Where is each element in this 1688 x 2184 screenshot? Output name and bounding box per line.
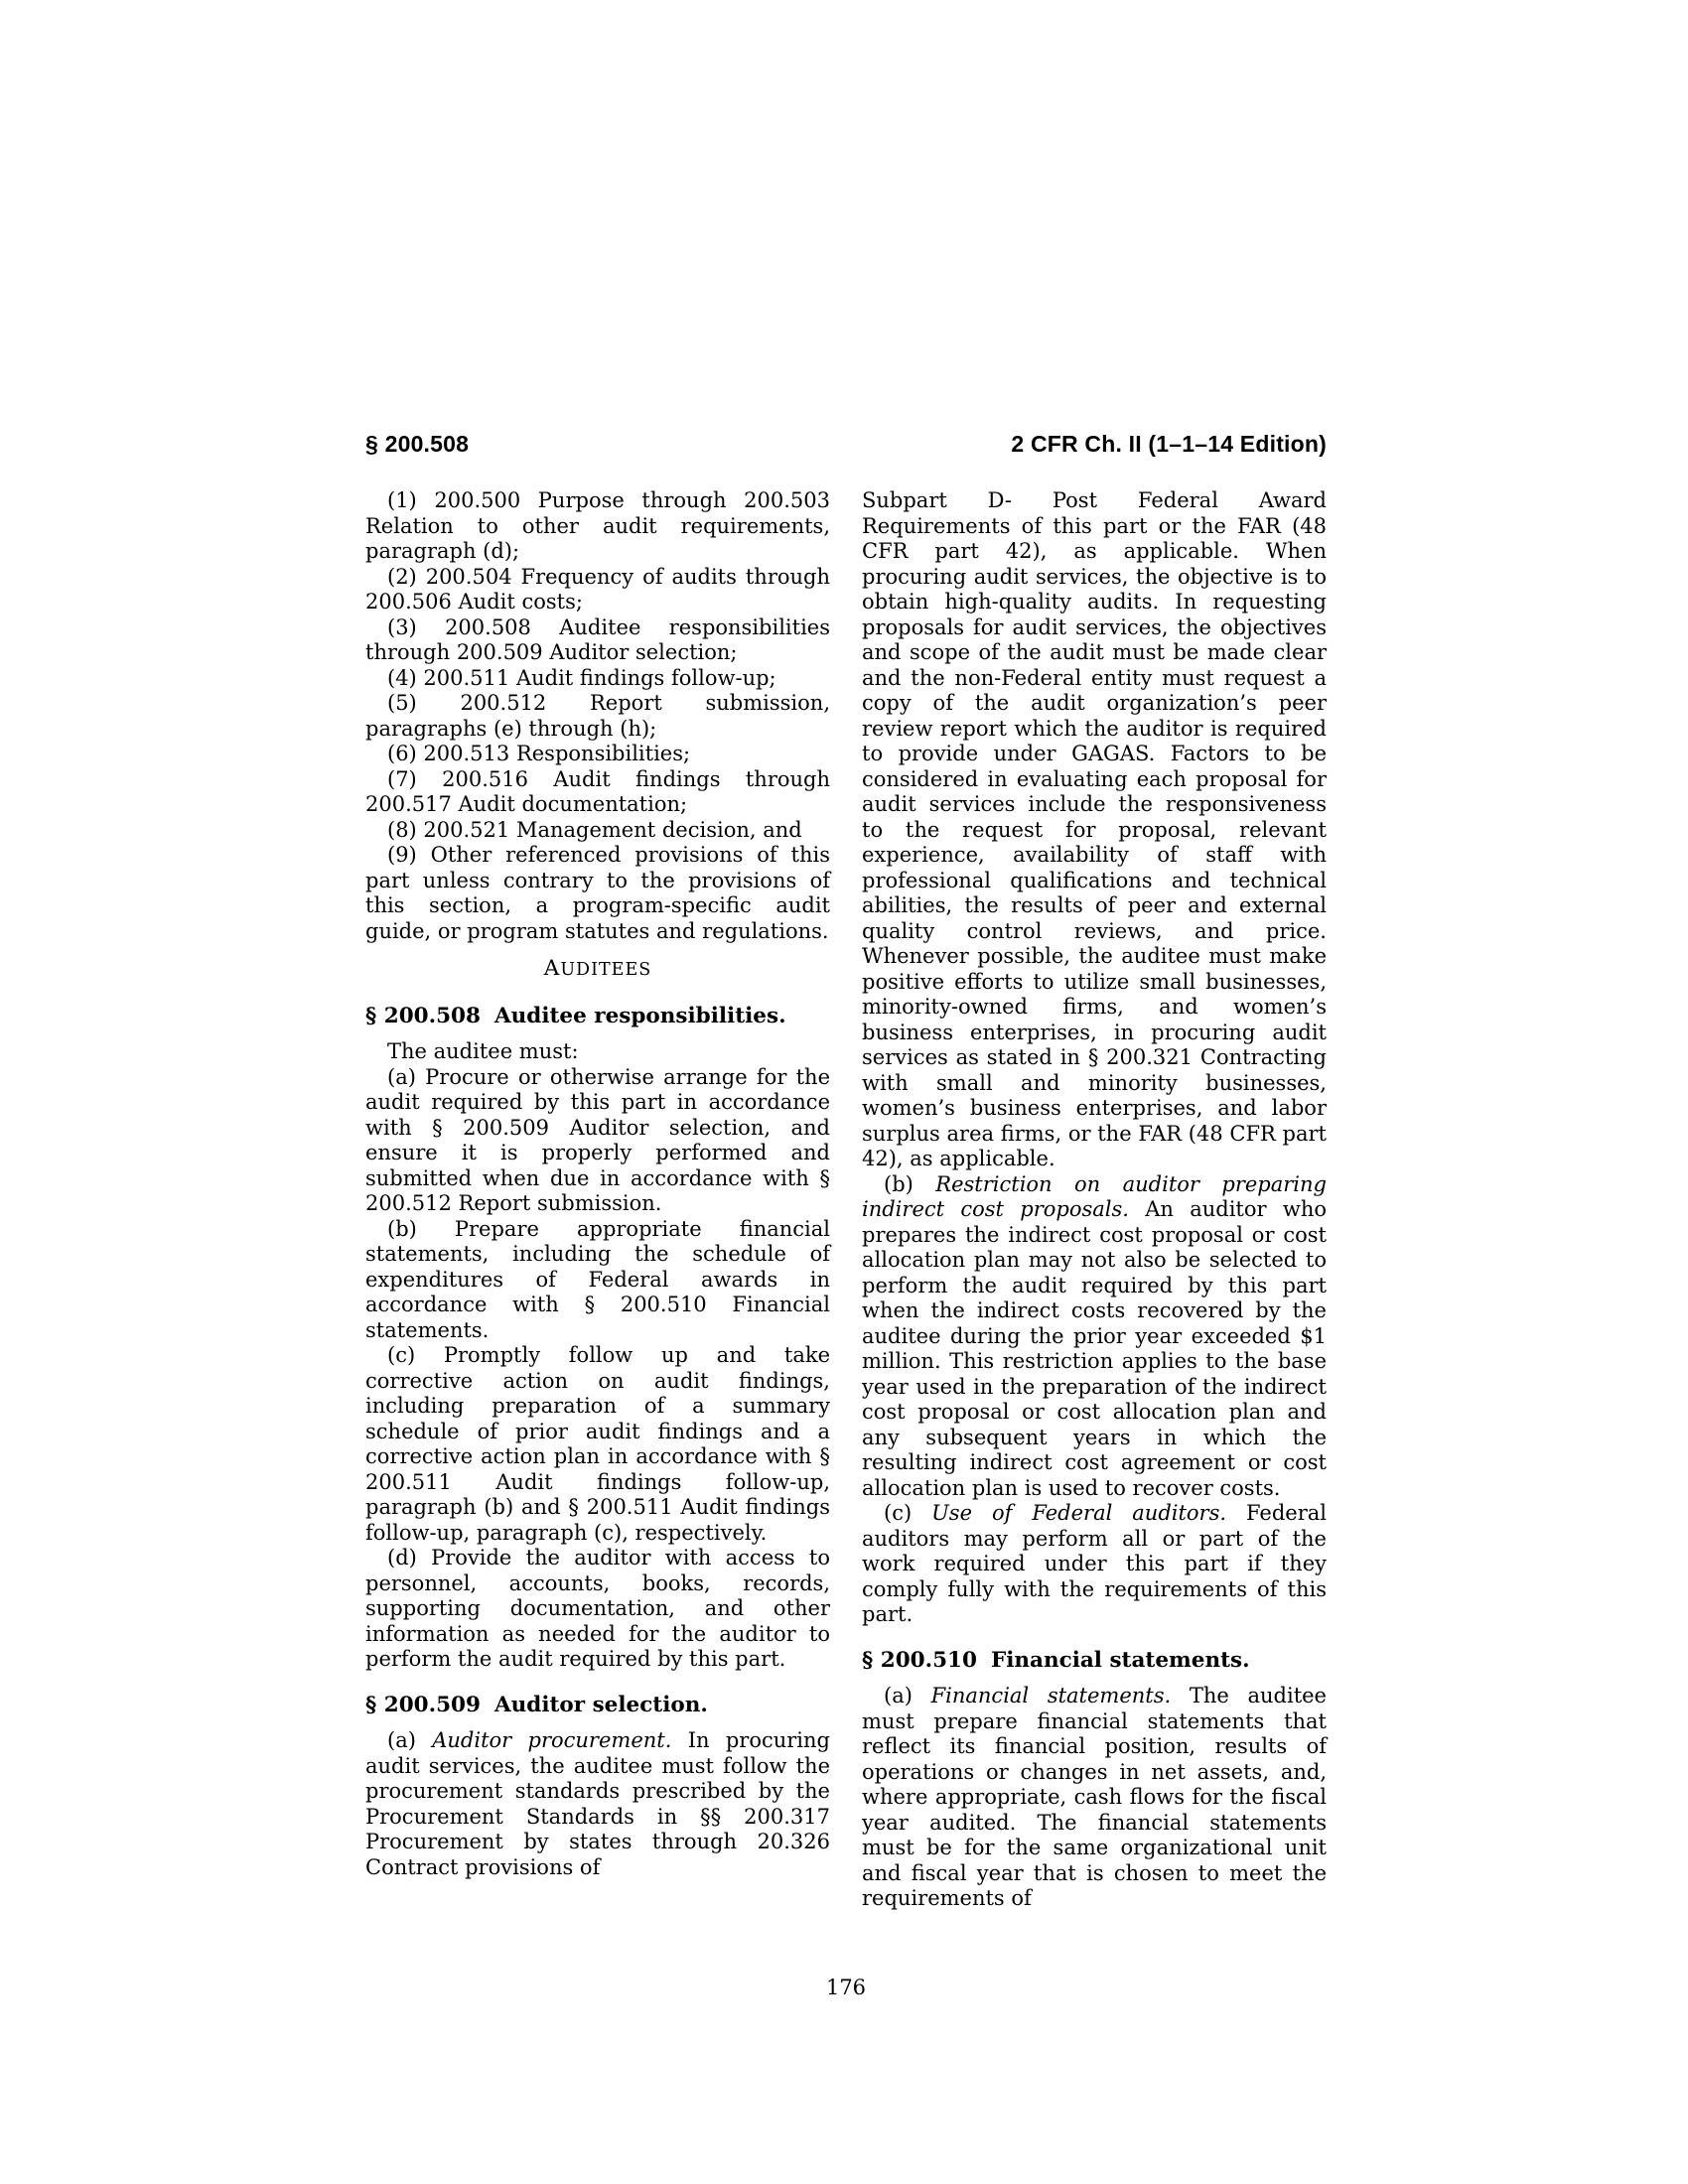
paragraph-label: (b)	[884, 1171, 936, 1196]
list-item: (5) 200.512 Report submission, paragraphs (e) through (h);	[365, 691, 830, 741]
list-item: (6) 200.513 Responsibilities;	[387, 742, 691, 765]
list-item: (7) 200.516 Audit findings through 200.517 Audit documentation;	[365, 766, 830, 816]
section-heading-200-509	[365, 1693, 830, 1718]
italic-lead-in: Restriction on auditor preparing indirect cost proposals.	[862, 1171, 1327, 1221]
list-item: (9) Other referenced provisions of this part unless contrary to the provisions of this section, a program-specific audit guide, or program statutes and regulations.	[365, 843, 830, 943]
list-item: (1) 200.500 Purpose through 200.503 Relation to other audit requirements, paragraph (d);	[365, 488, 830, 563]
continuation-paragraph: Subpart D- Post Federal Award Requirements of this part or the FAR (48 CFR part 42), as applicable. When procuring audit services, the objective is to obtain high-quality audits. In requesting proposals for audit services, the objectives and scope of the audit must be made clear and the non-Federal entity must request a copy of the audit organization’s peer review report which the auditor is required to provide under GAGAS. Factors to be considered in evaluating each proposal for audit services include the responsiveness to the request for proposal, relevant experience, availability of staff with professional qualifications and technical abilities, the results of peer and external quality control reviews, and price. Whenever possible, the auditee must make positive efforts to utilize small businesses, minority-owned firms, and women’s business enterprises, in procuring audit services as stated in § 200.321 Contracting with small and minority businesses, women’s business enterprises, and labor surplus area firms, or the FAR (48 CFR part 42), as applicable.	[862, 488, 1327, 1170]
page-number: 176	[825, 1976, 867, 1999]
paragraph-text: Federal auditors may perform all or part of the work required under this part if they comply fully with the requirements of this part.	[862, 1501, 1328, 1626]
list-item: (2) 200.504 Frequency of audits through 200.506 Audit costs;	[365, 564, 830, 614]
section-title: Financial statements.	[990, 1647, 1250, 1673]
paragraph-text: In procuring audit services, the auditee must follow the procurement standards prescribed by the Procurement Standards in §§ 200.317 Procurement by states through 20.326 Contract provisions of	[365, 1728, 830, 1879]
italic-lead-in: Auditor procurement.	[432, 1728, 672, 1752]
paragraph-label: (a)	[884, 1684, 931, 1707]
section-title: Auditee responsibilities.	[493, 1003, 786, 1028]
paragraph	[862, 1684, 1327, 1912]
section-title: Auditor selection.	[493, 1692, 708, 1717]
right-column	[862, 488, 1327, 1912]
running-header-edition: 2 CFR Ch. II (1–1–14 Edition)	[1011, 431, 1327, 457]
paragraph-text: The auditee must prepare financial statements that reflect its financial position, results of operations or changes in net assets, and, where appropriate, cash flows for the fiscal year audited. The financial statements must be for the same organizational unit and fiscal year that is chosen to meet the requirements of	[862, 1684, 1327, 1910]
running-header	[365, 431, 1327, 458]
paragraph-label: (c)	[884, 1501, 932, 1525]
paragraph	[862, 1501, 1327, 1628]
section-heading-200-508	[365, 1004, 830, 1029]
two-column-body	[365, 488, 1327, 1912]
section-heading-200-510	[862, 1648, 1327, 1674]
paragraph	[862, 1172, 1327, 1502]
paragraph: The auditee must:	[387, 1039, 579, 1063]
paragraph: (d) Provide the auditor with access to personnel, accounts, books, records, supporting documentation, and other information as needed for the auditor to perform the audit required by this part.	[365, 1546, 830, 1671]
running-header-section: § 200.508	[365, 431, 470, 457]
auditees-center-heading: AUDITEES	[543, 956, 652, 981]
paragraph: (b) Prepare appropriate financial statements, including the schedule of expenditures of Federal awards in accordance with § 200.510 Financial statements.	[365, 1216, 830, 1342]
italic-lead-in: Use of Federal auditors.	[931, 1501, 1227, 1525]
list-item: (8) 200.521 Management decision, and	[387, 817, 802, 842]
list-item: (3) 200.508 Auditee responsibilities through 200.509 Auditor selection;	[365, 614, 830, 664]
italic-lead-in: Financial statements.	[930, 1684, 1172, 1707]
section-number: § 200.508	[365, 1003, 481, 1028]
paragraph	[365, 1728, 830, 1880]
section-number: § 200.509	[365, 1692, 481, 1717]
paragraph-text: An auditor who prepares the indirect cost proposal or cost allocation plan may not also be selected to perform the audit required by this part when the indirect costs recovered by the auditee during the prior year exceeded $1 million. This restriction applies to the base year used in the preparation of the indirect cost proposal or cost allocation plan and any subsequent years in which the resulting indirect cost agreement or cost allocation plan is used to recover costs.	[862, 1197, 1327, 1500]
section-number: § 200.510	[862, 1647, 977, 1673]
paragraph: (c) Promptly follow up and take corrective action on audit findings, including preparation of a summary schedule of prior audit findings and a corrective action plan in accordance with § 200.511 Audit findings follow-up, paragraph (b) and § 200.511 Audit findings follow-up, paragraph (c), respectively.	[365, 1343, 830, 1545]
paragraph-label: (a)	[387, 1728, 433, 1752]
paragraph: (a) Procure or otherwise arrange for the audit required by this part in accordance with § 200.509 Auditor selection, and ensure it is properly performed and submitted when due in accordance with § 200.512 Report submission.	[365, 1064, 830, 1215]
list-item: (4) 200.511 Audit findings follow-up;	[387, 665, 776, 690]
left-column	[365, 488, 830, 1912]
